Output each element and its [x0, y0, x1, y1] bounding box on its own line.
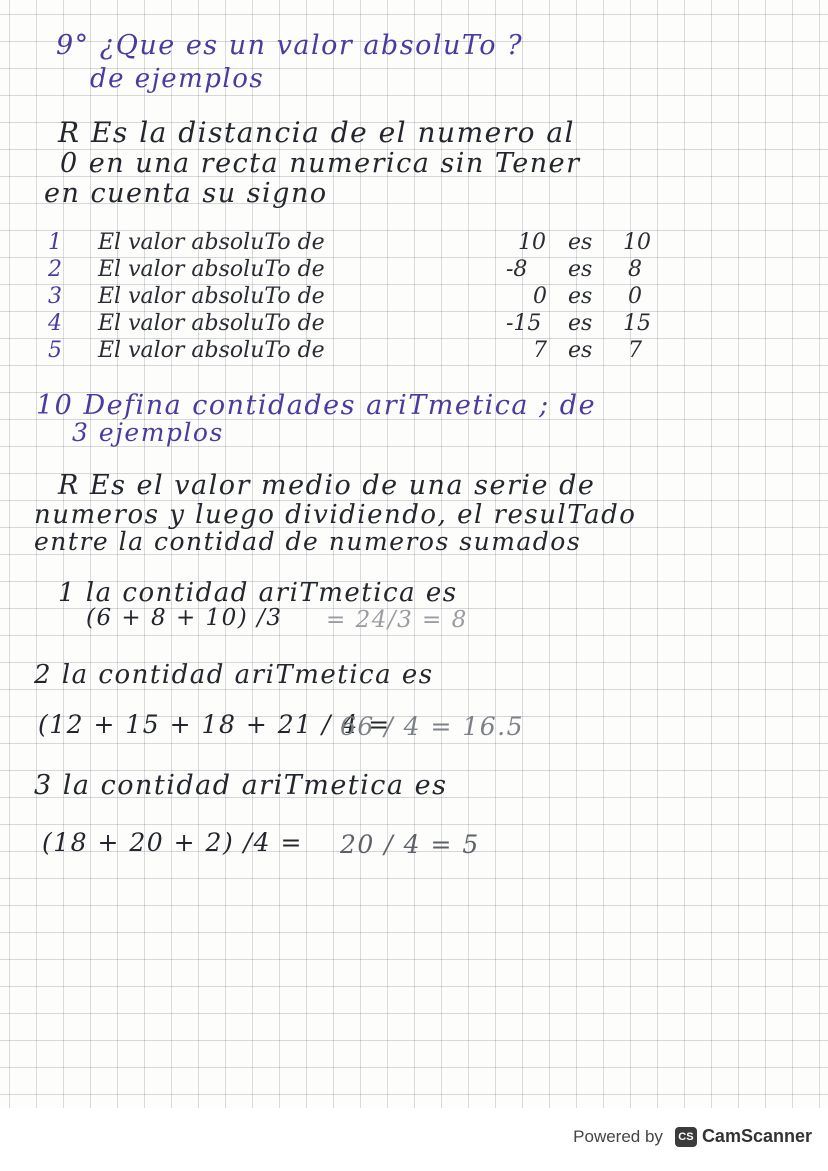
- q10-example-3-label: 3 la contidad ariTmetica es: [34, 770, 448, 801]
- example-text: El valor absoluTo de: [98, 284, 325, 309]
- q9-answer-line-1: R Es la distancia de el numero al: [58, 116, 575, 149]
- example-number: 5: [48, 338, 62, 363]
- example-result: 7: [628, 338, 642, 363]
- example-value: 7: [533, 338, 547, 363]
- scanner-footer: [0, 1108, 828, 1171]
- q10-subtitle: 3 ejemplos: [72, 418, 224, 447]
- example-es: es: [568, 230, 593, 255]
- example-es: es: [568, 338, 593, 363]
- q10-example-2-calc: (12 + 15 + 18 + 21 / 4 =: [38, 710, 391, 739]
- example-result: 10: [623, 230, 651, 255]
- q10-answer-line-1: R Es el valor medio de una serie de: [58, 470, 596, 501]
- q10-answer-line-3: entre la contidad de numeros sumados: [34, 527, 582, 556]
- example-result: 0: [628, 284, 642, 309]
- example-text: El valor absoluTo de: [98, 311, 325, 336]
- example-result: 8: [628, 257, 642, 282]
- camscanner-watermark: [573, 1126, 812, 1147]
- q10-example-1-label: 1 la contidad ariTmetica es: [58, 578, 458, 608]
- example-number: 4: [48, 311, 62, 336]
- example-es: es: [568, 311, 593, 336]
- q10-example-2-label: 2 la contidad ariTmetica es: [34, 660, 434, 690]
- powered-by-text: Powered by: [573, 1126, 663, 1146]
- example-value: -15: [506, 311, 542, 336]
- q10-example-1-calc: (6 + 8 + 10) /3: [86, 605, 283, 631]
- example-result: 15: [623, 311, 651, 336]
- camscanner-logo-icon: CS: [675, 1127, 697, 1147]
- q10-example-3-calc: (18 + 20 + 2) /4 =: [42, 828, 303, 857]
- q9-answer-line-2: 0 en una recta numerica sin Tener: [60, 148, 581, 179]
- q10-example-1-result: = 24/3 = 8: [326, 607, 468, 633]
- example-number: 2: [48, 257, 62, 282]
- example-es: es: [568, 284, 593, 309]
- example-value: 10: [518, 230, 546, 255]
- example-number: 1: [48, 230, 62, 255]
- q9-answer-line-3: en cuenta su signo: [44, 178, 328, 209]
- example-value: 0: [533, 284, 547, 309]
- example-text: El valor absoluTo de: [98, 338, 325, 363]
- q10-answer-line-2: numeros y luego dividiendo, el resulTado: [34, 500, 637, 530]
- q10-example-2-result: 66 / 4 = 16.5: [340, 712, 525, 741]
- example-value: -8: [506, 257, 528, 282]
- example-text: El valor absoluTo de: [98, 257, 325, 282]
- example-number: 3: [48, 284, 62, 309]
- example-text: El valor absoluTo de: [98, 230, 325, 255]
- q10-title: 10 Defina contidades ariTmetica ; de: [36, 390, 597, 421]
- q10-example-3-result: 20 / 4 = 5: [340, 830, 480, 859]
- example-es: es: [568, 257, 593, 282]
- camscanner-brand-name: CamScanner: [701, 1126, 812, 1146]
- q9-title: 9° ¿Que es un valor absoluTo ?: [56, 30, 524, 61]
- q9-subtitle: de ejemplos: [90, 64, 265, 94]
